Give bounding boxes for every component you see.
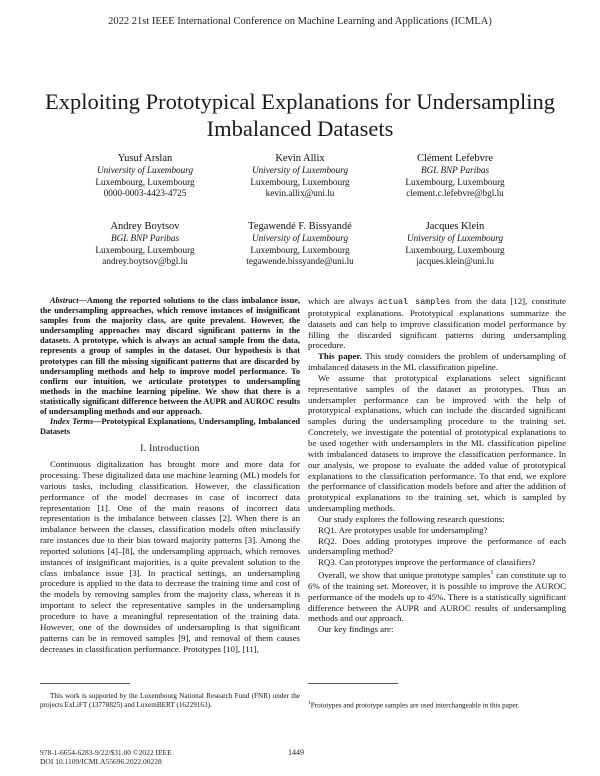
- author-block: [380, 220, 530, 268]
- author-name: Yusuf Arslan: [117, 153, 173, 164]
- text-span: which are always: [308, 296, 378, 306]
- index-terms: [40, 417, 300, 437]
- author-block: [225, 152, 375, 200]
- author-row-1: [70, 152, 530, 200]
- text-span: Overall, we show that unique prototype samples: [318, 570, 491, 581]
- research-question-2: RQ2. Does adding prototypes improve the performance of each undersampling method?: [308, 535, 566, 557]
- author-affiliation: University of Luxembourg: [406, 233, 504, 243]
- author-name: Kevin Allix: [275, 153, 325, 164]
- author-affiliation: BGL BNP Paribas: [110, 233, 180, 243]
- abstract-text: —Among the reported solutions to the class imbalance issue, the undersampling approaches, which remove instances of insignificant samples from the majority class, are quite prevalent. However, the undersampling approaches may discard significant patterns in the datasets. A prototype, which is always an actual sample from the data, represents a group of samples in the dataset. Our hypothesis is that prototypes can fill the missing significant patterns that are discarded by undersampling methods and help to improve model performance. To confirm our intuition, we articulate prototypes to undersampling methods in the machine learning pipeline. We show that there is a statistically significant difference between the AUPR and AUROC results of undersampling methods and our approach.: [40, 296, 300, 417]
- author-contact: 0000-0003-4423-4725: [103, 188, 187, 199]
- paragraph-assumption: We assume that prototypical explanations select significant representative samples of the dataset as prototypes. Thus an undersampler performance can be improved with the help of prototypical explanations, which can include the discarded significant samples during the undersampling procedure to the training set. Concretely, we investigate the potential of prototypical explanations to be used together with undersamplers in the ML classification pipeline with imbalanced datasets to improve the classification performance. In our analysis, we propose to evaluate the added value of prototypical explanations to the classification performance. To that end, we explore the performance of classification models before and after the addition of prototypical explanations to the training set, which is sampled by undersampling methods.: [308, 372, 566, 514]
- actual-samples-code: actual samples: [377, 297, 451, 307]
- author-name: Andrey Boytsov: [110, 221, 180, 232]
- abstract-lead: Abstract: [50, 296, 79, 305]
- author-name: Clément Lefebvre: [416, 153, 494, 164]
- author-contact: jacques.klein@uni.lu: [416, 256, 494, 267]
- isbn-line: 978-1-6654-6283-9/22/$31.00 ©2022 IEEE: [40, 748, 172, 757]
- paragraph-prototypes: [308, 296, 566, 351]
- paragraph-key-findings: Our key findings are:: [318, 624, 394, 635]
- intro-paragraph: Continuous digitalization has brought more and more data for processing. These digitalized data use machine learning (ML) models for various tasks, including classification. However, the classification performance of the model decreases in case of incorrect data representation [1]. One of the main reasons of incorrect data representation is the imbalance between classes [2]. When there is an imbalance between the classes, classification models often misclassify rare instances due to their bias toward majority patterns [3]. Among the reported solutions [4]–[8], the undersampling approach, which removes instances of insignificant majorities, is a quite prevalent solution to the class imbalance issue [3]. In practical settings, an undersampling procedure is applied to the data to decrease the training time and cost of the models by removing samples from the majority class, whereas it is important to select the representative samples in the undersampling procedure to have a meaningful representation of the training data. However, one of the downsides of undersampling is that significant patterns can be in removed samples [9], and removal of them causes decreases in classification performance. Prototypes [10], [11],: [40, 459, 300, 654]
- author-contact: kevin.allix@uni.lu: [265, 188, 335, 199]
- author-location: Luxembourg, Luxembourg: [95, 176, 195, 187]
- author-name: Jacques Klein: [425, 221, 485, 232]
- abstract: [40, 296, 300, 417]
- index-terms-lead: Index Terms: [50, 417, 94, 427]
- author-location: Luxembourg, Luxembourg: [250, 176, 350, 187]
- right-column: [308, 296, 566, 635]
- author-affiliation: University of Luxembourg: [251, 165, 349, 175]
- text-span: from the data [12], constitute prototypical explanations. Prototypical explanations summarize the datasets and can help to improve classification model performance by filling the discarded significant patterns during undersampling procedure.: [308, 296, 566, 351]
- paragraph-overall: [308, 568, 566, 624]
- footnote-text: Prototypes and prototype samples are used interchangeable in this paper.: [310, 701, 520, 710]
- author-name: Tegawendé F. Bissyandé: [248, 221, 352, 232]
- author-row-2: [70, 220, 530, 268]
- author-block: [70, 152, 220, 200]
- index-terms-text: —Prototypical Explanations, Undersampling, Imbalanced Datasets: [40, 417, 301, 437]
- footnote-1: [308, 699, 566, 710]
- author-location: Luxembourg, Luxembourg: [405, 244, 505, 255]
- footnote-number: 1: [308, 700, 311, 706]
- author-location: Luxembourg, Luxembourg: [405, 176, 505, 187]
- author-contact: clement.c.lefebvre@bgl.lu: [406, 188, 504, 199]
- author-block: [225, 220, 375, 268]
- paragraph-research-questions: Our study explores the following research questions:: [318, 513, 505, 524]
- funding-footnote: This work is supported by the Luxembourg National Research Fund (FNR) under the projects ExLiFT (13778825) and LuxemBERT (16229163).: [40, 692, 300, 709]
- author-affiliation: University of Luxembourg: [251, 233, 349, 243]
- author-location: Luxembourg, Luxembourg: [250, 244, 350, 255]
- author-contact: andrey.boytsov@bgl.lu: [102, 256, 188, 267]
- author-affiliation: BGL BNP Paribas: [420, 165, 490, 175]
- footnote-mark: 1: [490, 570, 494, 577]
- footnote-divider: [40, 683, 130, 684]
- conference-header: 2022 21st IEEE International Conference on Machine Learning and Applications (ICMLA): [108, 16, 492, 27]
- author-block: [380, 152, 530, 200]
- page-number: 1449: [288, 748, 304, 757]
- footnote-divider: [308, 683, 398, 684]
- research-question-3: RQ3. Can prototypes improve the performance of classifiers?: [318, 557, 536, 568]
- text-span: can constitute up to 6% of the training set. Moreover, it is possible to improve the AUROC performance of the models up to 45%. There is a statistically significant difference between the AUPR and AUROC results of undersampling methods and our approach.: [308, 570, 566, 624]
- copyright-block: [40, 748, 172, 766]
- author-block: [70, 220, 220, 268]
- paragraph-this-paper: [308, 351, 566, 373]
- paper-title: Exploiting Prototypical Explanations for Undersampling Imbalanced Datasets: [45, 89, 555, 141]
- text-span: This study considers the problem of undersampling of imbalanced datasets in the ML classification pipeline.: [308, 351, 567, 373]
- author-affiliation: University of Luxembourg: [96, 165, 194, 175]
- left-column: [40, 296, 300, 654]
- this-paper-lead: This paper.: [318, 351, 362, 362]
- author-contact: tegawende.bissyande@uni.lu: [246, 256, 354, 267]
- doi-line: DOI 10.1109/ICMLA55696.2022.00228: [40, 757, 162, 767]
- section-heading-introduction: I. Introduction: [140, 444, 200, 455]
- author-location: Luxembourg, Luxembourg: [95, 244, 195, 255]
- research-question-1: RQ1. Are prototypes usable for undersampling?: [318, 524, 488, 535]
